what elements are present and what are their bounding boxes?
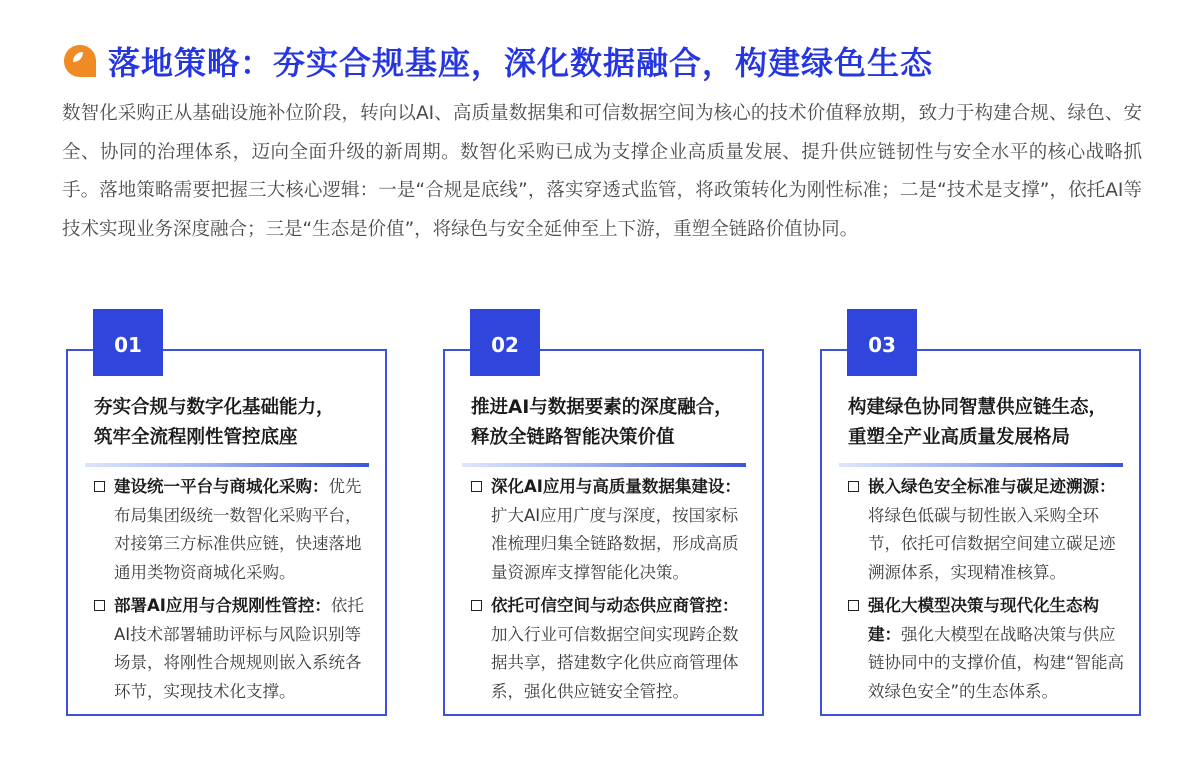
bullet-item <box>93 592 371 706</box>
bullet-heading: 部署AI应用与合规刚性管控： <box>114 596 331 615</box>
card-divider <box>839 463 1123 467</box>
bullet-item <box>470 473 748 587</box>
strategy-card-3 <box>820 332 1141 716</box>
bullet-heading: 强化大模型决策与现代化生态构建： <box>868 596 1099 644</box>
square-bullet-icon <box>848 481 859 492</box>
page-title: 落地策略：夯实合规基座，深化数据融合，构建绿色生态 <box>108 44 934 82</box>
card-number-badge: 03 <box>847 309 917 376</box>
card-body <box>847 473 1125 711</box>
card-divider <box>85 463 369 467</box>
card-heading <box>848 393 1133 453</box>
card-number-badge: 02 <box>470 309 540 376</box>
strategy-card-2 <box>443 332 764 716</box>
square-bullet-icon <box>471 600 482 611</box>
card-body <box>93 473 371 711</box>
bullet-text: 将绿色低碳与韧性嵌入采购全环节，依托可信数据空间建立碳足迹溯源体系，实现精准核算。 <box>868 505 1116 582</box>
card-heading-line: 重塑全产业高质量发展格局 <box>848 427 1071 448</box>
bullet-item <box>847 592 1125 706</box>
card-heading-line: 筑牢全流程刚性管控底座 <box>94 427 298 448</box>
card-heading-line: 夯实合规与数字化基础能力， <box>94 397 335 418</box>
square-bullet-icon <box>94 600 105 611</box>
card-number-badge: 01 <box>93 309 163 376</box>
bullet-text: 加入行业可信数据空间实现跨企数据共享，搭建数字化供应商管理体系，强化供应链安全管控。 <box>491 624 739 701</box>
bullet-heading: 建设统一平台与商城化采购： <box>114 477 329 496</box>
bullet-item <box>470 592 748 706</box>
card-heading-line: 构建绿色协同智慧供应链生态， <box>848 397 1108 418</box>
bullet-text: 强化大模型在战略决策与供应链协同中的支撑价值，构建“智能高效绿色安全”的生态体系。 <box>868 624 1125 701</box>
square-bullet-icon <box>471 481 482 492</box>
square-bullet-icon <box>94 481 105 492</box>
orange-leaf-icon <box>62 43 98 79</box>
bullet-item <box>93 473 371 587</box>
card-heading <box>471 393 756 453</box>
intro-paragraph: 数智化采购正从基础设施补位阶段，转向以AI、高质量数据集和可信数据空间为核心的技术价值释放期，致力于构建合规、绿色、安全、协同的治理体系，迈向全面升级的新周期。数智化采购已成为支撑企业高质量发展、提升供应链韧性与安全水平的核心战略抓手。落地策略需要把握三大核心逻辑：一是“合规是底线”，落实穿透式监管，将政策转化为刚性标准；二是“技术是支撑”，依托AI等技术实现业务深度融合；三是“生态是价值”，将绿色与安全延伸至上下游，重塑全链路价值协同。 <box>62 103 1142 240</box>
card-heading-line: 推进AI与数据要素的深度融合， <box>471 397 733 418</box>
bullet-heading: 嵌入绿色安全标准与碳足迹溯源： <box>868 477 1116 496</box>
bullet-text: 扩大AI应用广度与深度，按国家标准梳理归集全链路数据，形成高质量资源库支撑智能化决策。 <box>491 505 739 582</box>
bullet-heading: 依托可信空间与动态供应商管控： <box>491 596 739 615</box>
card-heading <box>94 393 379 453</box>
bullet-heading: 深化AI应用与高质量数据集建设： <box>491 477 741 496</box>
bullet-item <box>847 473 1125 587</box>
title-row <box>62 38 933 84</box>
strategy-card-1 <box>66 332 387 716</box>
card-body <box>470 473 748 711</box>
bullet-text: 依托AI技术部署辅助评标与风险识别等场景，将刚性合规规则嵌入系统各环节，实现技术化支撑。 <box>114 596 364 701</box>
card-divider <box>462 463 746 467</box>
bullet-text: 优先布局集团级统一数智化采购平台，对接第三方标准供应链，快速落地通用类物资商城化采购。 <box>114 477 362 582</box>
square-bullet-icon <box>848 600 859 611</box>
card-heading-line: 释放全链路智能决策价值 <box>471 427 675 448</box>
